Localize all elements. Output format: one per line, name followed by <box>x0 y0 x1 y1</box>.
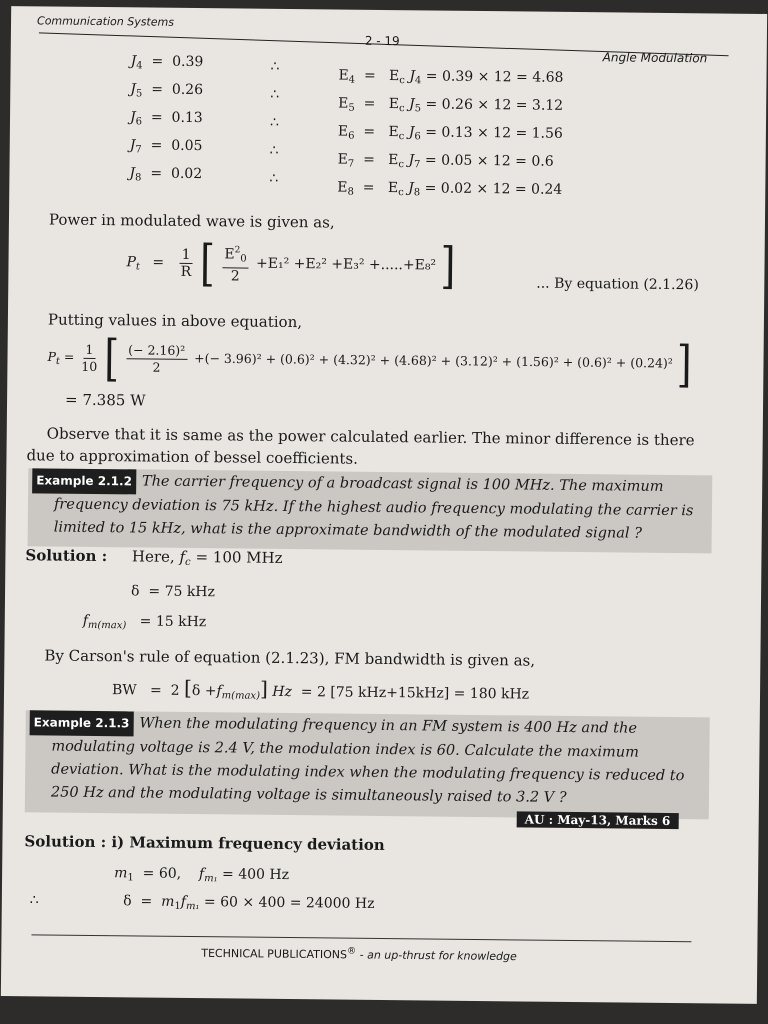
j-value: $J_8 = 0.02$ <box>129 165 203 184</box>
solution-1: Solution : Here, $f_c = 100$ MHz <box>25 546 283 568</box>
e-value: $E_8 = E_c$ $J_8 = 0.02 \times 12 = 0.24$ <box>337 179 563 199</box>
delta-line: δ = 75 kHz <box>130 583 216 601</box>
e-value: $E_5 = E_c$ $J_5 = 0.26 \times 12 = 3.12$ <box>338 95 564 115</box>
observe-line-1: Observe that it is same as the power calculated earlier. The minor difference is there <box>46 424 695 450</box>
header-page-number: 2 - 19 <box>364 33 400 49</box>
e-value: $E_6 = E_c$ $J_6 = 0.13 \times 12 = 1.56$ <box>337 123 563 143</box>
therefore-symbol: ∴ <box>269 114 280 131</box>
e-value: $E_4 = E_c$ $J_4 = 0.39 \times 12 = 4.68$ <box>338 67 564 87</box>
values-equation: $P_t$ = $\frac{1}{10}$ [ $\frac{\text{(− 2.16)²}}{2}$ +(− 3.96)² + (0.6)² + (4.32)² + (4.68)² + (3.12)² + (1.56)² + (0.6)² + (0.24)² ] <box>47 329 692 393</box>
example-tag: Example 2.1.3 <box>30 710 134 736</box>
header-book-title: Communication Systems <box>36 14 175 29</box>
putting-values: Putting values in above equation, <box>47 310 303 332</box>
book-page <box>1 6 767 1004</box>
header-chapter: Angle Modulation <box>602 50 708 66</box>
j-value: $J_5 = 0.26$ <box>130 81 204 100</box>
pt-sub: t <box>135 261 140 273</box>
therefore-symbol: ∴ <box>269 142 279 159</box>
fm-line: $f_{m(max)}$ = 15 kHz <box>82 612 207 632</box>
observe-line-2: due to approximation of bessel coefficients. <box>26 446 359 468</box>
bw-equation: BW = 2 $[\delta +f_{m(max)}]$ Hz = 2 [75 kHz+15kHz] = 180 kHz <box>111 675 530 703</box>
au-badge: AU : May-13, Marks 6 <box>517 811 679 829</box>
m1-line: $m_1 = 60$, $f_{m_1} = 400$ Hz <box>114 865 290 885</box>
power-equation: $P_t$ = $\frac{1}{R}$ [ $\frac{E^2_0}{2}$ +E₁² +E₂² +E₃² +.....+E₈² ] <box>126 234 456 295</box>
delta-result-line: ∴ $\delta = m_1f_{m_1} = 60 \times 400 = 24000$ Hz <box>29 892 375 913</box>
therefore-symbol: ∴ <box>270 86 280 103</box>
footer: TECHNICAL PUBLICATIONS® - an up-thrust for knowledge <box>201 945 517 964</box>
therefore-symbol: ∴ <box>270 58 280 75</box>
j-value: $J_6 = 0.13$ <box>129 109 203 128</box>
pt-symbol: P <box>126 254 137 271</box>
example-2-1-3: Example 2.1.3 When the modulating frequency in an FM system is 400 Hz and the modulating voltage is 2.4 V, the modulation index is 60. Calculate the maximum deviation. What is the modulating index when the modulating frequency is reduced to 250 Hz and the modulating voltage is simultaneously raised to 3.2 V ? <box>25 710 710 819</box>
example-2-1-2: Example 2.1.2 The carrier frequency of a broadcast signal is 100 MHz. The maximum frequency deviation is 75 kHz. If the highest audio frequency modulating the carrier is limited to 15 kHz, what is the approximate bandwidth of the modulated signal ? <box>28 468 713 553</box>
footer-rule <box>31 934 691 942</box>
power-terms: +E₁² +E₂² +E₃² +.....+E₈² <box>255 255 437 274</box>
values-rest: +(− 3.96)² + (0.6)² + (4.32)² + (4.68)² + (3.12)² + (1.56)² + (0.6)² + (0.24)² <box>194 350 673 371</box>
values-result: = 7.385 W <box>64 390 146 410</box>
equation-reference: ... By equation (2.1.26) <box>536 275 699 294</box>
one-over-r: $\frac{1}{R}$ <box>180 246 192 280</box>
e-value: $E_7 = E_c$ $J_7 = 0.05 \times 12 = 0.6$ <box>337 151 554 171</box>
power-intro: Power in modulated wave is given as, <box>48 210 335 232</box>
carson-text: By Carson's rule of equation (2.1.23), FM bandwidth is given as, <box>44 646 536 670</box>
therefore-symbol: ∴ <box>269 170 279 187</box>
example-tag: Example 2.1.2 <box>32 468 136 494</box>
e0-term: $\frac{E^2_0}{2}$ <box>222 242 249 284</box>
j-value: $J_4 = 0.39$ <box>130 53 204 72</box>
j-value: $J_7 = 0.05$ <box>129 137 203 156</box>
solution-2-heading: Solution : i) Maximum frequency deviation <box>24 832 385 855</box>
